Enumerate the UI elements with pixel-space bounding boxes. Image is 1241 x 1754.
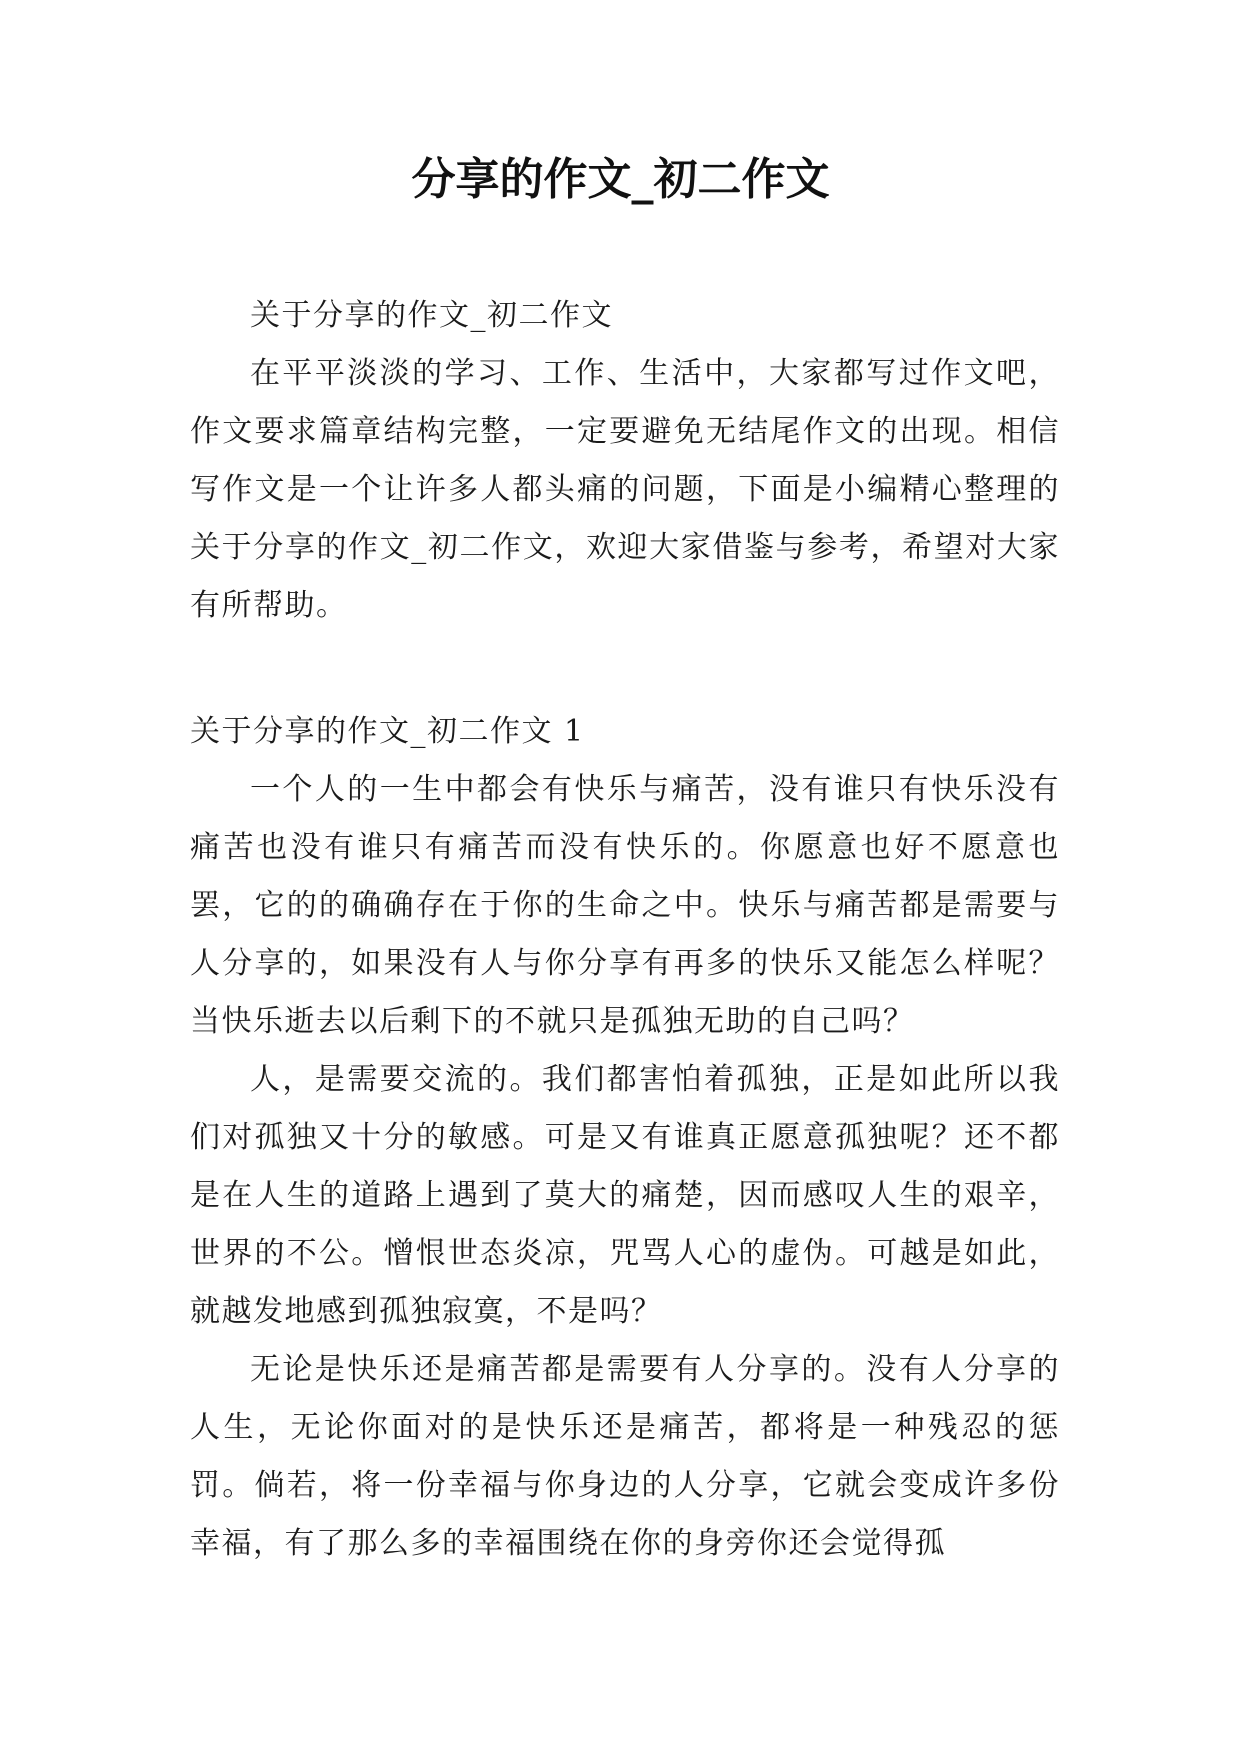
document-title: 分享的作文_初二作文 (411, 154, 830, 205)
section-1-paragraph: 人，是需要交流的。我们都害怕着孤独，正是如此所以我们对孤独又十分的敏感。可是又有谁真正愿意孤独呢？还不都是在人生的道路上遇到了莫大的痛楚，因而感叹人生的艰辛，世界的不公。憎恨世态炎凉，咒骂人心的虚伪。可越是如此，就越发地感到孤独寂寞，不是吗？ (190, 1062, 1060, 1329)
section-1-paragraph: 无论是快乐还是痛苦都是需要有人分享的。没有人分享的人生，无论你面对的是快乐还是痛苦，都将是一种残忍的惩罚。倘若，将一份幸福与你身边的人分享，它就会变成许多份幸福，有了那么多的幸福围绕在你的身旁你还会觉得孤 (190, 1352, 1060, 1561)
intro-block (190, 287, 1060, 635)
section-1 (190, 703, 1060, 1573)
section-1-paragraph: 一个人的一生中都会有快乐与痛苦，没有谁只有快乐没有痛苦也没有谁只有痛苦而没有快乐的。你愿意也好不愿意也罢，它的的确确存在于你的生命之中。快乐与痛苦都是需要与人分享的，如果没有人与你分享有再多的快乐又能怎么样呢？当快乐逝去以后剩下的不就只是孤独无助的自己吗？ (190, 772, 1060, 1039)
section-1-heading: 关于分享的作文_初二作文 1 (190, 714, 585, 749)
intro-subtitle: 关于分享的作文_初二作文 (250, 298, 613, 333)
intro-paragraph: 在平平淡淡的学习、工作、生活中，大家都写过作文吧，作文要求篇章结构完整，一定要避免无结尾作文的出现。相信写作文是一个让许多人都头痛的问题，下面是小编精心整理的关于分享的作文_初二作文，欢迎大家借鉴与参考，希望对大家有所帮助。 (190, 356, 1060, 623)
